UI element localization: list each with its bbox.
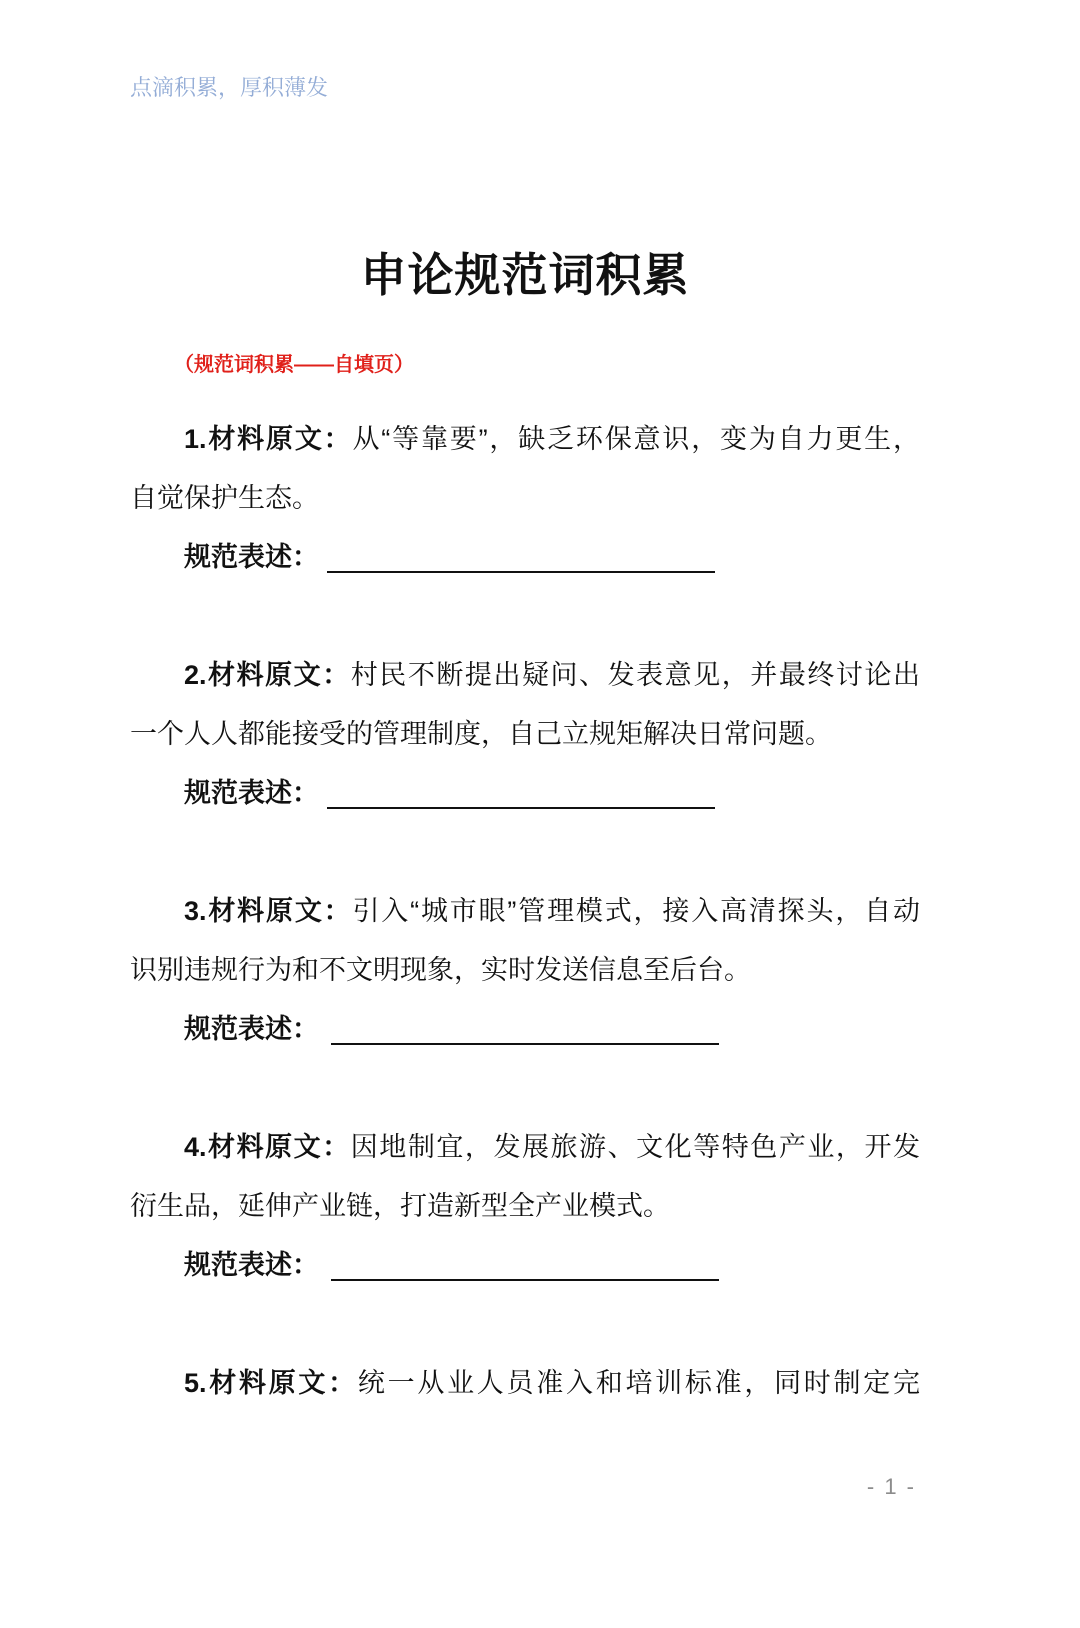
- answer-row: [130, 1236, 920, 1295]
- source-text-line: [130, 882, 920, 941]
- answer-blank-line: [327, 549, 715, 573]
- source-text: 从“等靠要”，缺乏环保意识，变为自力更生，: [352, 424, 920, 454]
- answer-label: 规范表述：: [184, 778, 319, 808]
- source-text: 因地制宜，发展旅游、文化等特色产业，开发: [350, 1132, 920, 1162]
- source-text: 引入“城市眼”管理模式，接入高清探头，自动: [352, 896, 920, 926]
- document-body: [130, 410, 920, 1472]
- exercise-item-2: [130, 646, 920, 823]
- answer-row: [130, 764, 920, 823]
- source-text-line: [130, 410, 920, 469]
- source-text-line: [130, 1354, 920, 1413]
- source-text-line: 一个人人都能接受的管理制度，自己立规矩解决日常问题。: [130, 719, 832, 749]
- source-text: 村民不断提出疑问、发表意见，并最终讨论出: [350, 660, 920, 690]
- exercise-item-1: [130, 410, 920, 587]
- item-lead: 2.材料原文：: [184, 660, 351, 690]
- header-motto: 点滴积累，厚积薄发: [130, 75, 329, 100]
- source-text-line: 衍生品，延伸产业链，打造新型全产业模式。: [130, 1191, 670, 1221]
- item-lead: 5.材料原文：: [184, 1368, 358, 1398]
- exercise-item-3: [130, 882, 920, 1059]
- answer-label: 规范表述：: [184, 1014, 319, 1044]
- document-title: 申论规范词积累: [360, 249, 690, 301]
- answer-row: [130, 528, 920, 587]
- exercise-item-4: [130, 1118, 920, 1295]
- source-text-line: [130, 646, 920, 705]
- item-lead: 3.材料原文：: [184, 896, 353, 926]
- answer-blank-line: [331, 1257, 719, 1281]
- page-number: - 1 -: [866, 1474, 916, 1499]
- source-text-line: [130, 1118, 920, 1177]
- source-text-line: 识别违规行为和不文明现象，实时发送信息至后台。: [130, 955, 751, 985]
- answer-label: 规范表述：: [184, 542, 319, 572]
- source-text: 统一从业人员准入和培训标准，同时制定完: [357, 1368, 920, 1398]
- answer-row: [130, 1000, 920, 1059]
- item-lead: 1.材料原文：: [184, 424, 353, 454]
- answer-blank-line: [331, 1021, 719, 1045]
- exercise-item-5: [130, 1354, 920, 1413]
- answer-blank-line: [327, 785, 715, 809]
- document-subtitle: （规范词积累——自填页）: [174, 354, 414, 376]
- source-text-line: 自觉保护生态。: [130, 483, 319, 513]
- item-lead: 4.材料原文：: [184, 1132, 351, 1162]
- answer-label: 规范表述：: [184, 1250, 319, 1280]
